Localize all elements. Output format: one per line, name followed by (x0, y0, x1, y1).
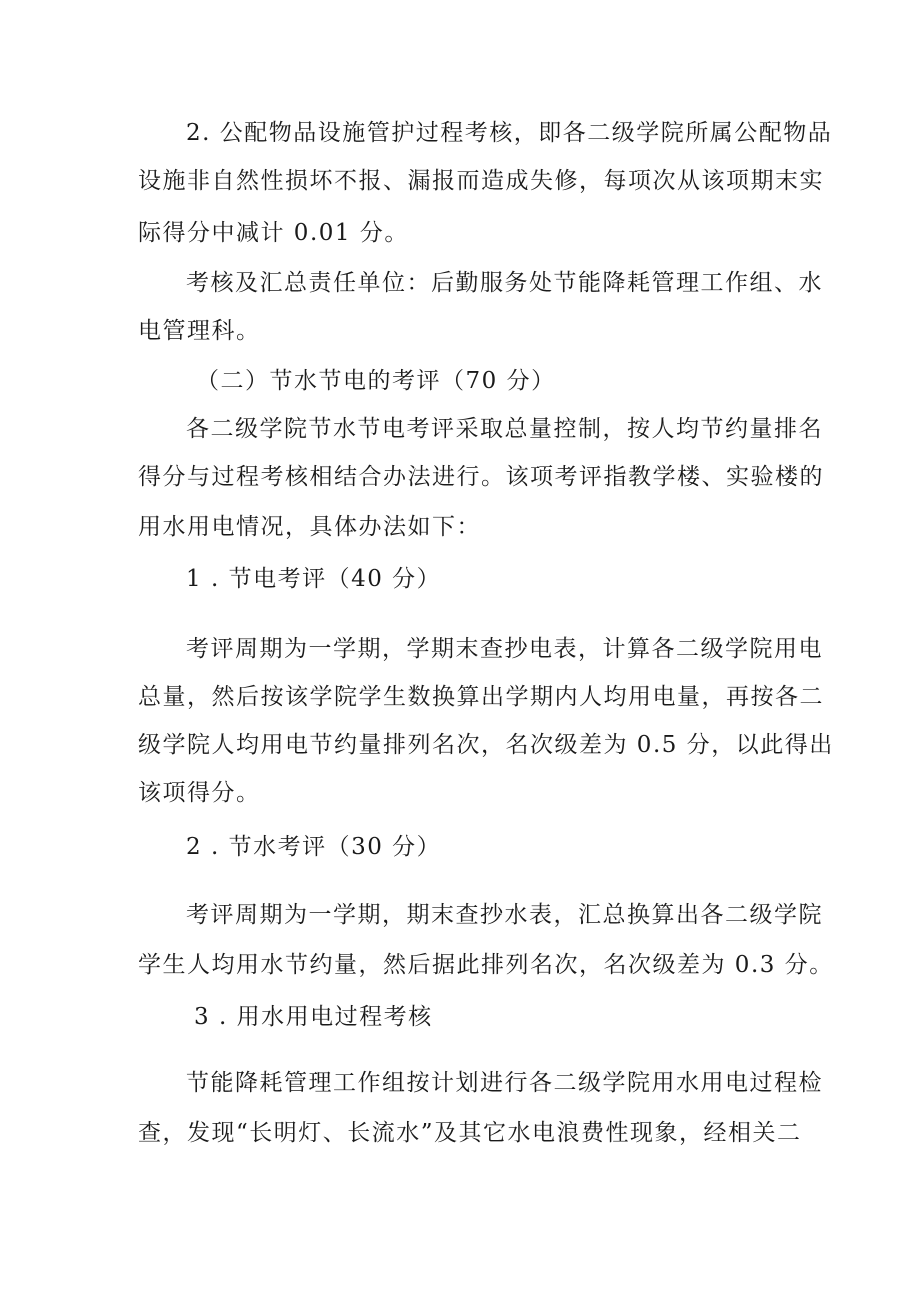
subsection-heading: 2 . 节水考评（30 分） (186, 834, 442, 860)
paragraph-line: 际得分中减计 0.01 分。 (138, 220, 409, 246)
subsection-heading: 3 . 用水用电过程考核 (194, 1004, 433, 1030)
paragraph-line: 考核及汇总责任单位：后勤服务处节能降耗管理工作组、水 (186, 270, 823, 296)
paragraph-line: 设施非自然性损坏不报、漏报而造成失修，每项次从该项期末实 (138, 168, 824, 194)
subsection-heading: 1 . 节电考评（40 分） (186, 566, 442, 592)
paragraph-line: 用水用电情况，具体办法如下： (138, 514, 481, 540)
paragraph-line: 考评周期为一学期，期末查抄水表，汇总换算出各二级学院 (186, 902, 823, 928)
paragraph-line: 查，发现“长明灯、长流水”及其它水电浪费性现象，经相关二 (138, 1120, 802, 1146)
paragraph-line: 2. 公配物品设施管护过程考核，即各二级学院所属公配物品 (186, 120, 833, 146)
paragraph-line: 学生人均用水节约量，然后据此排列名次，名次级差为 0.3 分。 (138, 952, 834, 978)
paragraph-line: 考评周期为一学期，学期末查抄电表，计算各二级学院用电 (186, 636, 823, 662)
section-heading: （二）节水节电的考评（70 分） (196, 368, 556, 394)
paragraph-line: 各二级学院节水节电考评采取总量控制，按人均节约量排名 (186, 416, 823, 442)
paragraph-line: 级学院人均用电节约量排列名次，名次级差为 0.5 分，以此得出 (138, 732, 834, 758)
paragraph-line: 总量，然后按该学院学生数换算出学期内人均用电量，再按各二 (138, 684, 824, 710)
paragraph-line: 该项得分。 (138, 780, 261, 806)
paragraph-line: 得分与过程考核相结合办法进行。该项考评指教学楼、实验楼的 (138, 464, 824, 490)
paragraph-line: 节能降耗管理工作组按计划进行各二级学院用水用电过程检 (186, 1070, 823, 1096)
paragraph-line: 电管理科。 (138, 318, 261, 344)
